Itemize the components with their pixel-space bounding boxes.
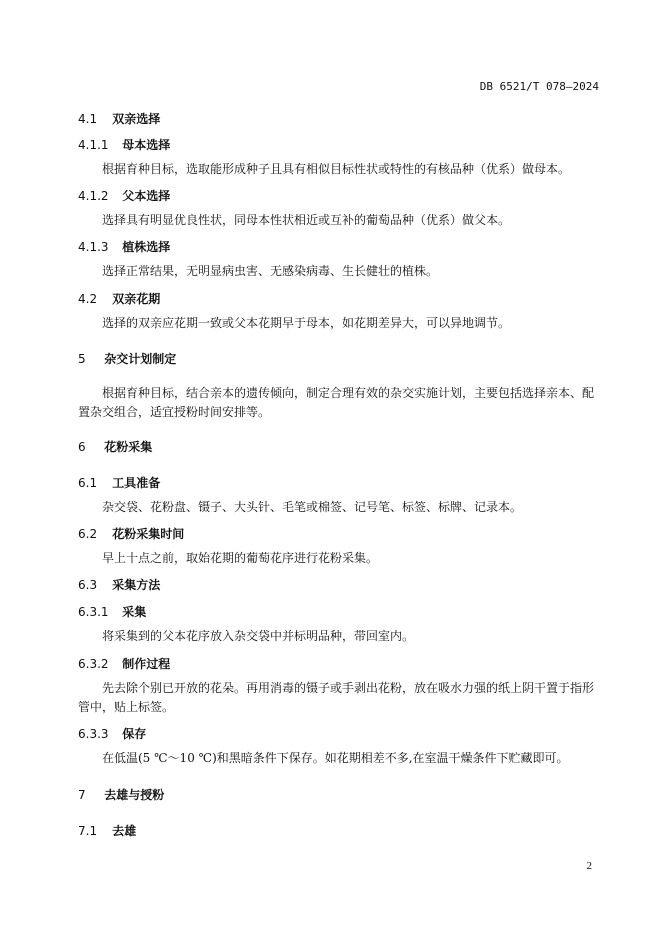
section-number: 7 — [78, 788, 86, 802]
section-number: 6.2 — [78, 527, 98, 541]
section-title: 保存 — [122, 727, 147, 741]
heading-6-3-1 — [78, 603, 146, 620]
paragraph-6-1: 杂交袋、花粉盘、镊子、大头针、毛笔或棉签、记号笔、标签、标牌、记录本。 — [102, 500, 523, 514]
heading-7-1 — [78, 822, 136, 839]
section-title: 去雄 — [112, 824, 137, 838]
heading-4-1-2 — [78, 187, 170, 204]
section-number: 7.1 — [78, 824, 98, 838]
section-title: 花粉采集时间 — [112, 527, 185, 541]
section-title: 去雄与授粉 — [104, 788, 165, 802]
paragraph-4-2: 选择的双亲应花期一致或父本花期早于母本，如花期差异大，可以异地调节。 — [102, 316, 511, 330]
heading-6-2 — [78, 525, 184, 542]
section-number: 4.2 — [78, 292, 98, 306]
heading-7 — [78, 786, 164, 803]
paragraph-6-3-2: 先去除个别已开放的花朵。再用消毒的镊子或手剥出花粉，放在吸水力强的纸上阴干置于指形管中，贴上标签。 — [78, 681, 595, 714]
heading-6-3-2 — [78, 655, 170, 672]
section-title: 制作过程 — [122, 657, 171, 671]
section-title: 花粉采集 — [104, 440, 153, 454]
section-title: 采集方法 — [112, 578, 161, 592]
paragraph-6-3-1: 将采集到的父本花序放入杂交袋中并标明品种，带回室内。 — [102, 629, 415, 643]
section-number: 6 — [78, 440, 86, 454]
document-code: DB 6521/T 078—2024 — [479, 80, 599, 93]
heading-4-1-1 — [78, 136, 170, 153]
paragraph-4-1-2: 选择具有明显优良性状，同母本性状相近或互补的葡萄品种（优系）做父本。 — [102, 213, 511, 227]
section-number: 6.3.3 — [78, 727, 109, 741]
section-title: 双亲选择 — [112, 112, 161, 126]
paragraph-4-1-3: 选择正常结果，无明显病虫害、无感染病毒、生长健壮的植株。 — [102, 264, 439, 278]
paragraph-5: 根据育种目标，结合亲本的遗传倾向，制定合理有效的杂交实施计划，主要包括选择亲本、配置杂交组合，适宜授粉时间安排等。 — [78, 386, 595, 419]
section-title: 父本选择 — [122, 189, 171, 203]
section-title: 工具准备 — [112, 476, 161, 490]
section-number: 4.1.3 — [78, 240, 109, 254]
heading-6-3-3 — [78, 725, 146, 742]
section-title: 母本选择 — [122, 138, 171, 152]
section-number: 4.1 — [78, 112, 98, 126]
heading-4-1 — [78, 110, 160, 127]
heading-6 — [78, 438, 152, 455]
section-title: 双亲花期 — [112, 292, 161, 306]
heading-4-2 — [78, 290, 160, 307]
section-title: 植株选择 — [122, 240, 171, 254]
paragraph-6-2: 早上十点之前，取始花期的葡萄花序进行花粉采集。 — [102, 551, 379, 565]
heading-6-1 — [78, 474, 160, 491]
paragraph-4-1-1: 根据育种目标，选取能形成种子且具有相似目标性状或特性的有核品种（优系）做母本。 — [102, 162, 571, 176]
paragraph-6-3-3: 在低温(5 ℃～10 ℃)和黑暗条件下保存。如花期相差不多,在室温干燥条件下贮藏即可。 — [102, 751, 569, 765]
heading-5 — [78, 350, 176, 367]
section-number: 6.3 — [78, 578, 98, 592]
section-number: 6.3.2 — [78, 657, 109, 671]
page-number: 2 — [586, 860, 592, 872]
section-number: 5 — [78, 352, 86, 366]
section-number: 6.3.1 — [78, 605, 109, 619]
section-number: 4.1.2 — [78, 189, 109, 203]
section-number: 6.1 — [78, 476, 98, 490]
heading-6-3 — [78, 576, 160, 593]
section-title: 采集 — [122, 605, 147, 619]
heading-4-1-3 — [78, 238, 170, 255]
section-title: 杂交计划制定 — [104, 352, 177, 366]
section-number: 4.1.1 — [78, 138, 109, 152]
